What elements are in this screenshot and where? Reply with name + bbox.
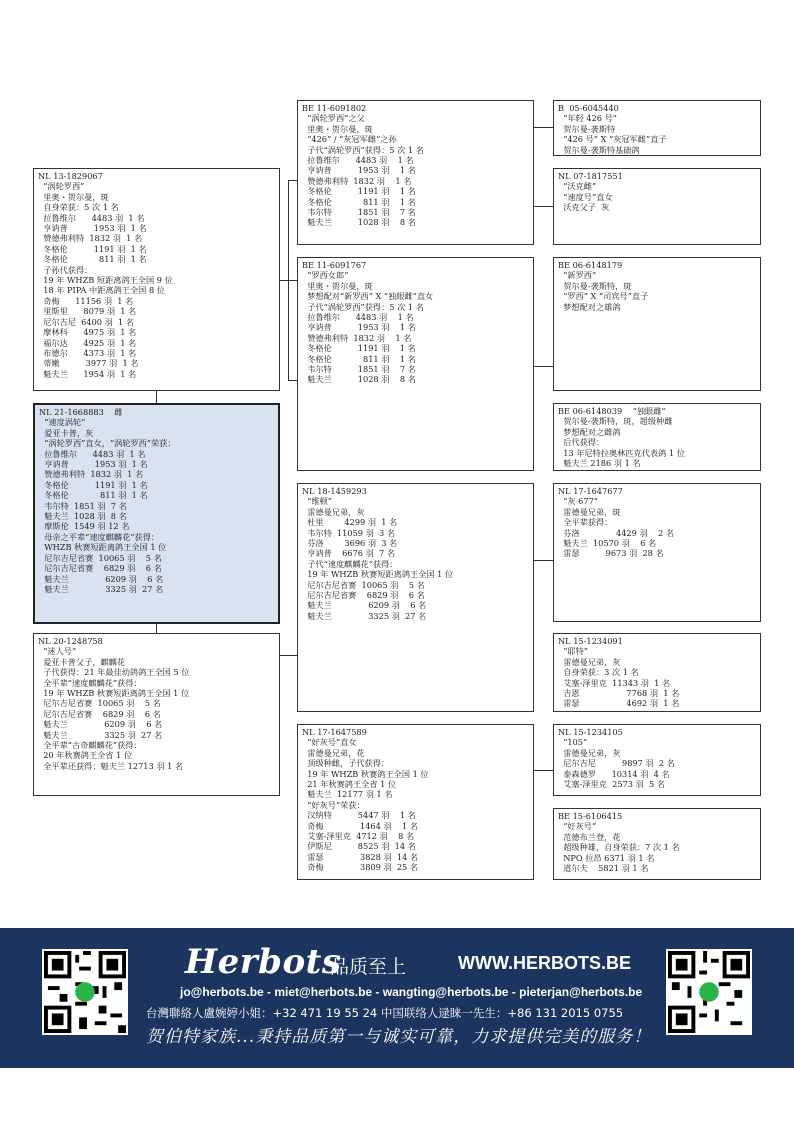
pedigree-line: 吉恩 7768 羽 1 名	[558, 688, 680, 699]
pedigree-line: 冬格伦 1191 羽 1 名	[38, 243, 147, 254]
pedigree-box-ggp-4	[553, 403, 761, 471]
pedigree-line: “好灰号”直女	[302, 737, 357, 748]
pedigree-line: 子代“速度麒麟花”获得：	[302, 558, 398, 569]
herbots-logo: Herbots	[185, 942, 342, 982]
pedigree-line: 奇梅 1464 羽 1 名	[302, 820, 419, 831]
pedigree-line: “105”	[558, 737, 588, 748]
pedigree-line: “涡轮罗西”直女，“涡轮罗西”荣获：	[39, 438, 176, 449]
pedigree-line: 芬洛 3696 羽 3 名	[302, 538, 398, 549]
pedigree-box-ggp-7	[553, 724, 761, 796]
connector-line	[534, 127, 553, 128]
connector-line	[156, 623, 157, 633]
pedigree-box-ggp-5	[553, 483, 761, 622]
pedigree-line: “迷人号”	[38, 646, 77, 657]
pedigree-box-ggp-8	[553, 808, 761, 880]
pedigree-line: 全平辈获得：	[558, 517, 613, 528]
pedigree-box-ggp-3	[553, 257, 761, 391]
pedigree-line: 福尔达 4925 羽 1 名	[38, 337, 137, 348]
pedigree-line: “涡轮罗西”之父	[302, 113, 365, 124]
pedigree-line: 亨讷普 1953 羽 1 名	[302, 165, 416, 176]
pedigree-line: 魁夫兰 2186 羽 1 名	[558, 458, 641, 469]
ring-number: NL 15-1234091	[558, 636, 623, 646]
pedigree-line: 赞德弗利特 1832 羽 1 名	[302, 332, 412, 343]
pedigree-line: 梦想配对之雄鸽	[558, 301, 621, 312]
pedigree-line: 尼尔吉尼省赛 6829 羽 6 名	[302, 590, 425, 601]
pedigree-box-granddam-1	[297, 257, 534, 471]
pedigree-line: 贺尔曼-袭斯特基础鸽	[558, 144, 640, 155]
connector-line	[534, 366, 553, 367]
ring-number: NL 18-1459293	[302, 486, 367, 496]
footer-banner	[0, 928, 794, 1068]
ring-number: NL 15-1234105	[558, 727, 623, 737]
pedigree-line: 雷瑟 4692 羽 1 名	[558, 698, 680, 709]
ring-number: NL 20-1248758	[38, 636, 103, 646]
pedigree-line: 泰森德罗 10314 羽 4 名	[558, 768, 670, 779]
pedigree-line: 梦想配对“新罗西” X “独眼雌”直女	[302, 291, 434, 302]
pedigree-line: 爱亚卡普，灰	[39, 427, 94, 438]
pedigree-line: 摩林科 4975 羽 1 名	[38, 327, 137, 338]
pedigree-line: 尼尔吉尼省赛 6829 羽 6 名	[38, 708, 161, 719]
pedigree-line: 19 年 WHZB 秋赛鸽王全国 1 位	[302, 768, 429, 779]
connector-line	[288, 180, 297, 181]
connector-line	[288, 180, 289, 380]
pedigree-line: “新罗西”	[558, 270, 597, 281]
pedigree-line: 尼尔吉尼省赛 10065 羽 5 名	[39, 552, 162, 563]
ring-number: BE 11-6091767	[302, 260, 367, 270]
pedigree-box-subject	[33, 403, 280, 624]
pedigree-line: 魁夫兰 6209 羽 6 名	[302, 600, 427, 611]
ring-number: BE 15-6106415	[558, 811, 623, 821]
pedigree-line: “灰 677”	[558, 496, 598, 507]
mission-statement: 贺伯特家族...秉持品质第一与诚实可靠，力求提供完美的服务！	[146, 1027, 652, 1047]
pedigree-line: 亨讷普 6676 羽 7 名	[302, 548, 396, 559]
pedigree-line: 里奥・贺尔曼，斑	[302, 123, 373, 134]
pedigree-line: 韦尔特 11059 羽 3 名	[302, 527, 396, 538]
pedigree-line: “沃克雌”	[558, 181, 597, 192]
pedigree-line: 雷德曼兄弟，斑	[558, 506, 621, 517]
pedigree-box-dam	[33, 633, 280, 796]
pedigree-line: 赞德弗利特 1832 羽 1 名	[38, 233, 143, 244]
pedigree-line: “涡轮罗西”	[38, 181, 85, 192]
pedigree-line: 伊斯尼 8525 羽 14 名	[302, 841, 416, 852]
ring-number: NL 17-1647589	[302, 727, 367, 737]
pedigree-line: 魁夫兰 12177 羽 1 名	[302, 789, 393, 800]
pedigree-line: 全平辈还获得：魁夫兰 12713 羽 1 名	[38, 760, 184, 771]
pedigree-line: 布德尔 4373 羽 1 名	[38, 347, 137, 358]
pedigree-line: 摩斯伦 1549 羽 12 名	[39, 521, 130, 532]
pedigree-line: 魁夫兰 1028 羽 8 名	[302, 374, 416, 385]
connector-line	[279, 655, 297, 656]
pedigree-line: 拉鲁维尔 4483 羽 1 名	[302, 155, 414, 166]
pedigree-line: “速度涡轮”	[39, 417, 86, 428]
pedigree-line: 自身荣获：3 次 1 名	[558, 667, 639, 678]
ring-number: BE 06-6148039 “独眼雌”	[558, 406, 666, 416]
wechat-icon	[699, 982, 719, 1002]
pedigree-line: 拉鲁维尔 4483 羽 1 名	[39, 448, 146, 459]
pedigree-line: 韦尔特 1851 羽 7 名	[39, 500, 127, 511]
pedigree-line: “好灰号”	[558, 821, 597, 832]
website-link[interactable]: WWW.HERBOTS.BE	[458, 953, 631, 973]
pedigree-line: “维顿”	[302, 496, 332, 507]
pedigree-line: 冬格伦 1191 羽 1 名	[39, 479, 148, 490]
pedigree-line: 亨讷普 1953 羽 1 名	[39, 459, 148, 470]
pedigree-line: 雷德曼兄弟，灰	[558, 747, 621, 758]
pedigree-box-ggp-2	[553, 168, 761, 245]
connector-line	[534, 206, 553, 207]
ring-number: NL 17-1647677	[558, 486, 623, 496]
pedigree-line: 19 年 WHZB 短距离鸽王全国 9 位	[38, 275, 173, 286]
qr-icon	[44, 951, 126, 1033]
pedigree-line: 子孙代获得：	[38, 264, 93, 275]
slogan: 品质至上	[330, 956, 407, 978]
pedigree-line: 艾塞-泽里克 4712 羽 8 名	[302, 831, 415, 842]
pedigree-line: 13 年尼特拉奥林匹克代表鸽 1 位	[558, 447, 685, 458]
pedigree-line: 蒂嫩 3977 羽 1 名	[38, 358, 139, 369]
pedigree-line: 冬格伦 811 羽 1 名	[302, 353, 416, 364]
ring-number: NL 13-1829067	[38, 171, 103, 181]
pedigree-line: 里斯里 8079 羽 1 名	[38, 306, 137, 317]
pedigree-line: “426 号” X “灰冠军雌”直子	[558, 134, 667, 145]
ring-number: NL 21-1668883 雌	[39, 407, 123, 417]
pedigree-line: 20 年秋赛鸽王全省 1 位	[38, 750, 133, 761]
pedigree-line: 魁夫兰 1028 羽 8 名	[39, 511, 127, 522]
pedigree-line: 里奥・贺尔曼，斑	[38, 191, 109, 202]
pedigree-line: 沃克父子 灰	[558, 202, 610, 213]
pedigree-line: 尼尔吉尼省赛 10065 羽 5 名	[302, 579, 425, 590]
pedigree-line: “426” / “灰冠军雌”之孙	[302, 134, 397, 145]
pedigree-line: 子代获得：21 年最佳幼鸽鸽王全国 5 位	[38, 667, 190, 678]
pedigree-line: “速度号”直女	[558, 191, 613, 202]
pedigree-line: 赞德弗利特 1832 羽 1 名	[302, 175, 412, 186]
pedigree-line: NPO 拉昂 6371 羽 1 名	[558, 852, 655, 863]
ring-number: BE 06-6148179	[558, 260, 623, 270]
pedigree-line: “罗西” X “司宾号”直子	[558, 291, 649, 302]
pedigree-line: 魁夫兰 6209 羽 6 名	[38, 719, 163, 730]
pedigree-line: 雷德曼兄弟，灰	[302, 506, 365, 517]
qr-code-wechat[interactable]	[666, 949, 752, 1035]
connector-line	[534, 560, 553, 561]
pedigree-box-grandsire-1	[297, 100, 534, 245]
pedigree-line: 汉纳特 5447 羽 1 名	[302, 810, 416, 821]
pedigree-line: 贺尔曼-袭斯特，斑，超级种雌	[558, 416, 673, 427]
pedigree-line: 魁夫兰 6209 羽 6 名	[39, 573, 164, 584]
pedigree-line: “好灰号”荣获：	[302, 799, 365, 810]
pedigree-line: 冬格伦 811 羽 1 名	[39, 490, 148, 501]
pedigree-line: 爱亚卡普父子，麒麟花	[38, 656, 126, 667]
pedigree-line: 贺尔曼-袭斯特，斑	[558, 280, 632, 291]
pedigree-line: 亨讷普 1953 羽 1 名	[302, 322, 416, 333]
pedigree-line: 18 年 PIPA 中距离鸽王全国 8 位	[38, 285, 165, 296]
pedigree-line: 魁夫兰 3325 羽 27 名	[302, 610, 427, 621]
pedigree-line: 冬格伦 811 羽 1 名	[38, 254, 147, 265]
pedigree-line: 顶级种雌，子代获得：	[302, 758, 390, 769]
pedigree-line: “耶特”	[558, 646, 588, 657]
pedigree-line: 亨讷普 1953 羽 1 名	[38, 223, 147, 234]
pedigree-line: 19 年 WHZB 秋赛短距离鸽王全国 1 位	[38, 688, 190, 699]
pedigree-line: 雷瑟 9673 羽 28 名	[558, 548, 664, 559]
pedigree-line: 魁夫兰 3325 羽 27 名	[38, 729, 163, 740]
pedigree-line: 冬格伦 1191 羽 1 名	[302, 186, 416, 197]
pedigree-line: 魁夫兰 1028 羽 8 名	[302, 217, 416, 228]
pedigree-line: 范德布兰登，花	[558, 831, 621, 842]
pedigree-line: 雷德曼兄弟，灰	[558, 656, 621, 667]
pedigree-line: 自身荣获：5 次 1 名	[38, 202, 119, 213]
pedigree-line: 冬格伦 1191 羽 1 名	[302, 343, 416, 354]
pedigree-line: 冬格伦 811 羽 1 名	[302, 196, 416, 207]
pedigree-line: 19 年 WHZB 秋赛短距离鸽王全国 1 位	[302, 569, 454, 580]
pedigree-line: 拉鲁维尔 4483 羽 1 名	[38, 212, 145, 223]
pedigree-line: 母亲之平辈“速度麒麟花”获得：	[39, 531, 160, 542]
pedigree-line: 后代获得：	[558, 437, 605, 448]
qr-icon	[668, 951, 750, 1033]
pedigree-line: 奇梅 11156 羽 1 名	[38, 295, 134, 306]
pedigree-line: 芬洛 4429 羽 2 名	[558, 527, 675, 538]
pedigree-box-grandsire-2	[297, 483, 534, 712]
pedigree-line: 魁夫兰 10570 羽 6 名	[558, 538, 657, 549]
pedigree-line: 子代“涡轮罗西”获得：5 次 1 名	[302, 144, 424, 155]
pedigree-line: 雷德曼兄弟，花	[302, 747, 365, 758]
pedigree-line: 超级种雄，自身荣获：7 次 1 名	[558, 842, 680, 853]
pedigree-line: 魁夫兰 3325 羽 27 名	[39, 583, 164, 594]
line-icon	[75, 982, 95, 1002]
pedigree-line: 韦尔特 1851 羽 7 名	[302, 207, 416, 218]
pedigree-line: 雷瑟 3828 羽 14 名	[302, 851, 419, 862]
pedigree-line: 子代“涡轮罗西”获得：5 次 1 名	[302, 301, 424, 312]
pedigree-line: WHZB 秋赛短距离鸽王全国 1 位	[39, 542, 167, 553]
contact-emails[interactable]: jo@herbots.be - miet@herbots.be - wangting@herbots.be - pieterjan@herbots.be	[180, 985, 643, 999]
pedigree-line: 梦想配对之雌鸽	[558, 426, 621, 437]
pedigree-line: 艾塞-泽里克 2573 羽 5 名	[558, 779, 665, 790]
pedigree-line: 尼尔吉尼省赛 6829 羽 6 名	[39, 563, 162, 574]
pedigree-line: 韦尔特 1851 羽 7 名	[302, 364, 416, 375]
pedigree-line: 尼尔吉尼 9897 羽 2 名	[558, 758, 675, 769]
pedigree-box-sire	[33, 168, 280, 391]
pedigree-line: 赞德弗利特 1832 羽 1 名	[39, 469, 144, 480]
connector-line	[534, 770, 553, 771]
ring-number: NL 07-1817551	[558, 171, 623, 181]
pedigree-line: 道尔夫 5821 羽 1 名	[558, 863, 649, 874]
contact-phones: 台灣聯絡人盧婉婷小姐：+32 471 19 55 24 中国联络人逯睐一先生：+86 131 2015 0755	[146, 1006, 624, 1020]
pedigree-box-ggp-6	[553, 633, 761, 712]
pedigree-line: 贺尔曼-袭斯特	[558, 123, 616, 134]
pedigree-line: 里奥・贺尔曼，斑	[302, 280, 373, 291]
qr-code-line[interactable]	[42, 949, 128, 1035]
ring-number: BE 11-6091802	[302, 103, 367, 113]
pedigree-line: “罗西女郎”	[302, 270, 349, 281]
ring-number: B 05-6045440	[558, 103, 619, 113]
pedigree-line: 艾塞-泽里克 11343 羽 1 名	[558, 677, 671, 688]
pedigree-line: 杜里 4299 羽 1 名	[302, 517, 398, 528]
pedigree-line: 全平辈“古奇麒麟花”获得：	[38, 740, 142, 751]
pedigree-line: 拉鲁维尔 4483 羽 1 名	[302, 312, 414, 323]
pedigree-line: 全平辈“速度麒麟花”获得：	[38, 677, 142, 688]
pedigree-box-ggp-1	[553, 100, 761, 156]
pedigree-line: “年轻 426 号”	[558, 113, 617, 124]
pedigree-box-granddam-2	[297, 724, 534, 880]
connector-line	[156, 390, 157, 404]
pedigree-line: 21 年秋赛鸽王全省 1 位	[302, 779, 397, 790]
pedigree-line: 魁夫兰 1954 羽 1 名	[38, 368, 137, 379]
connector-line	[288, 380, 297, 381]
pedigree-line: 尼尔吉尼省赛 10065 羽 5 名	[38, 698, 161, 709]
pedigree-line: 奇梅 3809 羽 25 名	[302, 862, 419, 873]
pedigree-line: 尼尔吉尼 6400 羽 1 名	[38, 316, 134, 327]
